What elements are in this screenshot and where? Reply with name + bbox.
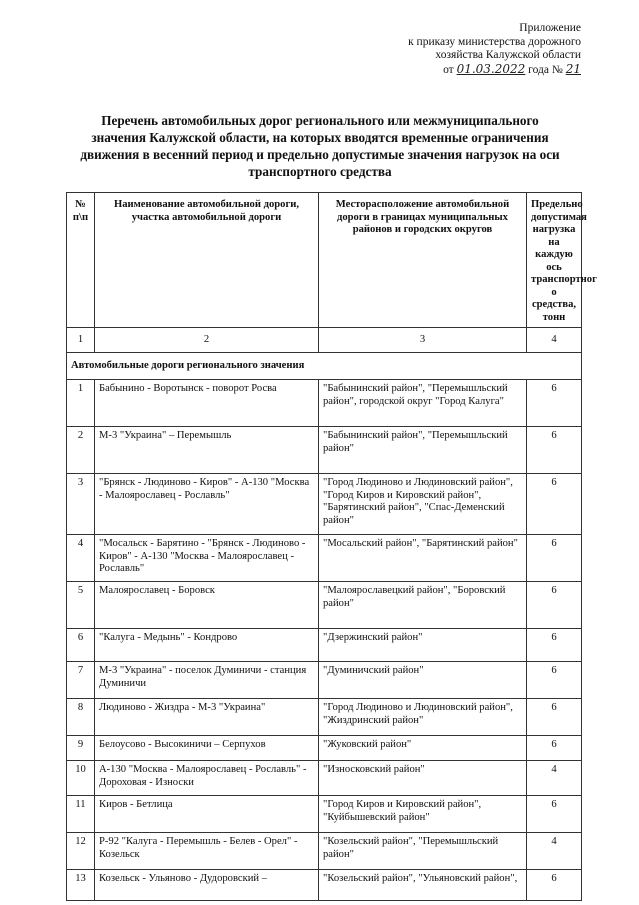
road-name: Малоярославец - Боровск [95,582,319,629]
road-name: А-130 "Москва - Малоярославец - Рославль" - Дороховая - Износки [95,761,319,796]
appendix-label: Приложение [519,22,581,34]
column-index: 2 [95,328,319,353]
road-name: Людиново - Жиздра - М-3 "Украина" [95,699,319,736]
axle-load: 6 [527,535,582,582]
axle-load: 4 [527,761,582,796]
order-date-line [321,63,581,78]
date-suffix: года [528,63,549,76]
axle-load: 6 [527,380,582,427]
road-location: "Жуковский район" [319,736,527,761]
appendix-header [321,22,581,77]
column-index-row [67,328,582,353]
table-header-row [67,193,582,328]
road-name: М-3 "Украина" - поселок Думиничи - станция Думиничи [95,662,319,699]
date-prefix: от [443,63,454,76]
section-row [67,353,582,380]
axle-load: 6 [527,736,582,761]
row-number: 9 [67,736,95,761]
row-number: 3 [67,474,95,535]
title-line-2: значения Калужской области, на которых вводятся временные ограничения [91,130,549,145]
road-location: "Мосальский район", "Барятинский район" [319,535,527,582]
table-row [67,796,582,833]
table-row [67,870,582,901]
road-location: "Износковский район" [319,761,527,796]
row-number: 1 [67,380,95,427]
axle-load: 6 [527,629,582,662]
header-num: № п\п [67,193,95,328]
table-row [67,736,582,761]
road-name: Бабынино - Воротынск - поворот Росва [95,380,319,427]
road-location: "Малоярославецкий район", "Боровский район" [319,582,527,629]
column-index: 4 [527,328,582,353]
table-row [67,833,582,870]
road-name: Белоусово - Высокиничи – Серпухов [95,736,319,761]
row-number: 7 [67,662,95,699]
row-number: 5 [67,582,95,629]
title-line-3: движения в весенний период и предельно допустимые значения нагрузок на оси [80,147,560,162]
table-row [67,699,582,736]
column-index: 3 [319,328,527,353]
axle-load: 6 [527,662,582,699]
handwritten-number: 21 [565,61,581,76]
header-load: Предельно допустимая нагрузка на каждую ось транспортног о средства, тонн [527,193,582,328]
axle-load: 6 [527,699,582,736]
document-title [40,112,600,180]
road-location: "Бабынинский район", "Перемышльский район" [319,427,527,474]
road-location: "Город Людиново и Людиновский район", "Жиздринский район" [319,699,527,736]
road-location: "Город Людиново и Людиновский район", "Город Киров и Кировский район", "Барятинский район", "Спас-Деменский район" [319,474,527,535]
road-location: "Дзержинский район" [319,629,527,662]
section-title: Автомобильные дороги регионального значения [67,353,582,380]
road-name: Киров - Бетлица [95,796,319,833]
axle-load: 6 [527,796,582,833]
table-row [67,662,582,699]
table-row [67,427,582,474]
header-location: Месторасположение автомобильной дороги в границах муниципальных районов и городских округов [319,193,527,328]
axle-load: 6 [527,582,582,629]
road-location: "Думиничский район" [319,662,527,699]
title-line-1: Перечень автомобильных дорог регионального или межмуниципального [101,113,539,128]
road-name: Р-92 "Калуга - Перемышль - Белев - Орел" - Козельск [95,833,319,870]
axle-load: 6 [527,870,582,901]
roads-table [66,192,597,901]
table-row [67,629,582,662]
road-location: "Город Киров и Кировский район", "Куйбышевский район" [319,796,527,833]
road-location: "Козельский район", "Перемышльский район" [319,833,527,870]
column-index: 1 [67,328,95,353]
road-name: "Мосальск - Барятино - "Брянск - Людиново - Киров" - А-130 "Москва - Малоярославец - Рославль" [95,535,319,582]
table-row [67,761,582,796]
axle-load: 4 [527,833,582,870]
table-row [67,380,582,427]
row-number: 2 [67,427,95,474]
header-road-name: Наименование автомобильной дороги, участка автомобильной дороги [95,193,319,328]
axle-load: 6 [527,427,582,474]
row-number: 12 [67,833,95,870]
ministry-name: хозяйства Калужской области [435,49,581,61]
row-number: 13 [67,870,95,901]
order-reference: к приказу министерства дорожного [408,35,581,48]
row-number: 6 [67,629,95,662]
handwritten-date: 01.03.2022 [456,61,526,76]
road-name: М-3 "Украина" – Перемышль [95,427,319,474]
road-location: "Бабынинский район", "Перемышльский район", городской округ "Город Калуга" [319,380,527,427]
row-number: 10 [67,761,95,796]
road-name: Козельск - Ульяново - Дудоровский – [95,870,319,901]
table-row [67,582,582,629]
table-row [67,535,582,582]
road-name: "Калуга - Медынь" - Кондрово [95,629,319,662]
table-row [67,474,582,535]
row-number: 8 [67,699,95,736]
row-number: 4 [67,535,95,582]
title-line-4: транспортного средства [248,164,392,179]
number-prefix: № [551,63,563,76]
row-number: 11 [67,796,95,833]
road-location: "Козельский район", "Ульяновский район", [319,870,527,901]
road-name: "Брянск - Людиново - Киров" - А-130 "Москва - Малоярославец - Рославль" [95,474,319,535]
axle-load: 6 [527,474,582,535]
